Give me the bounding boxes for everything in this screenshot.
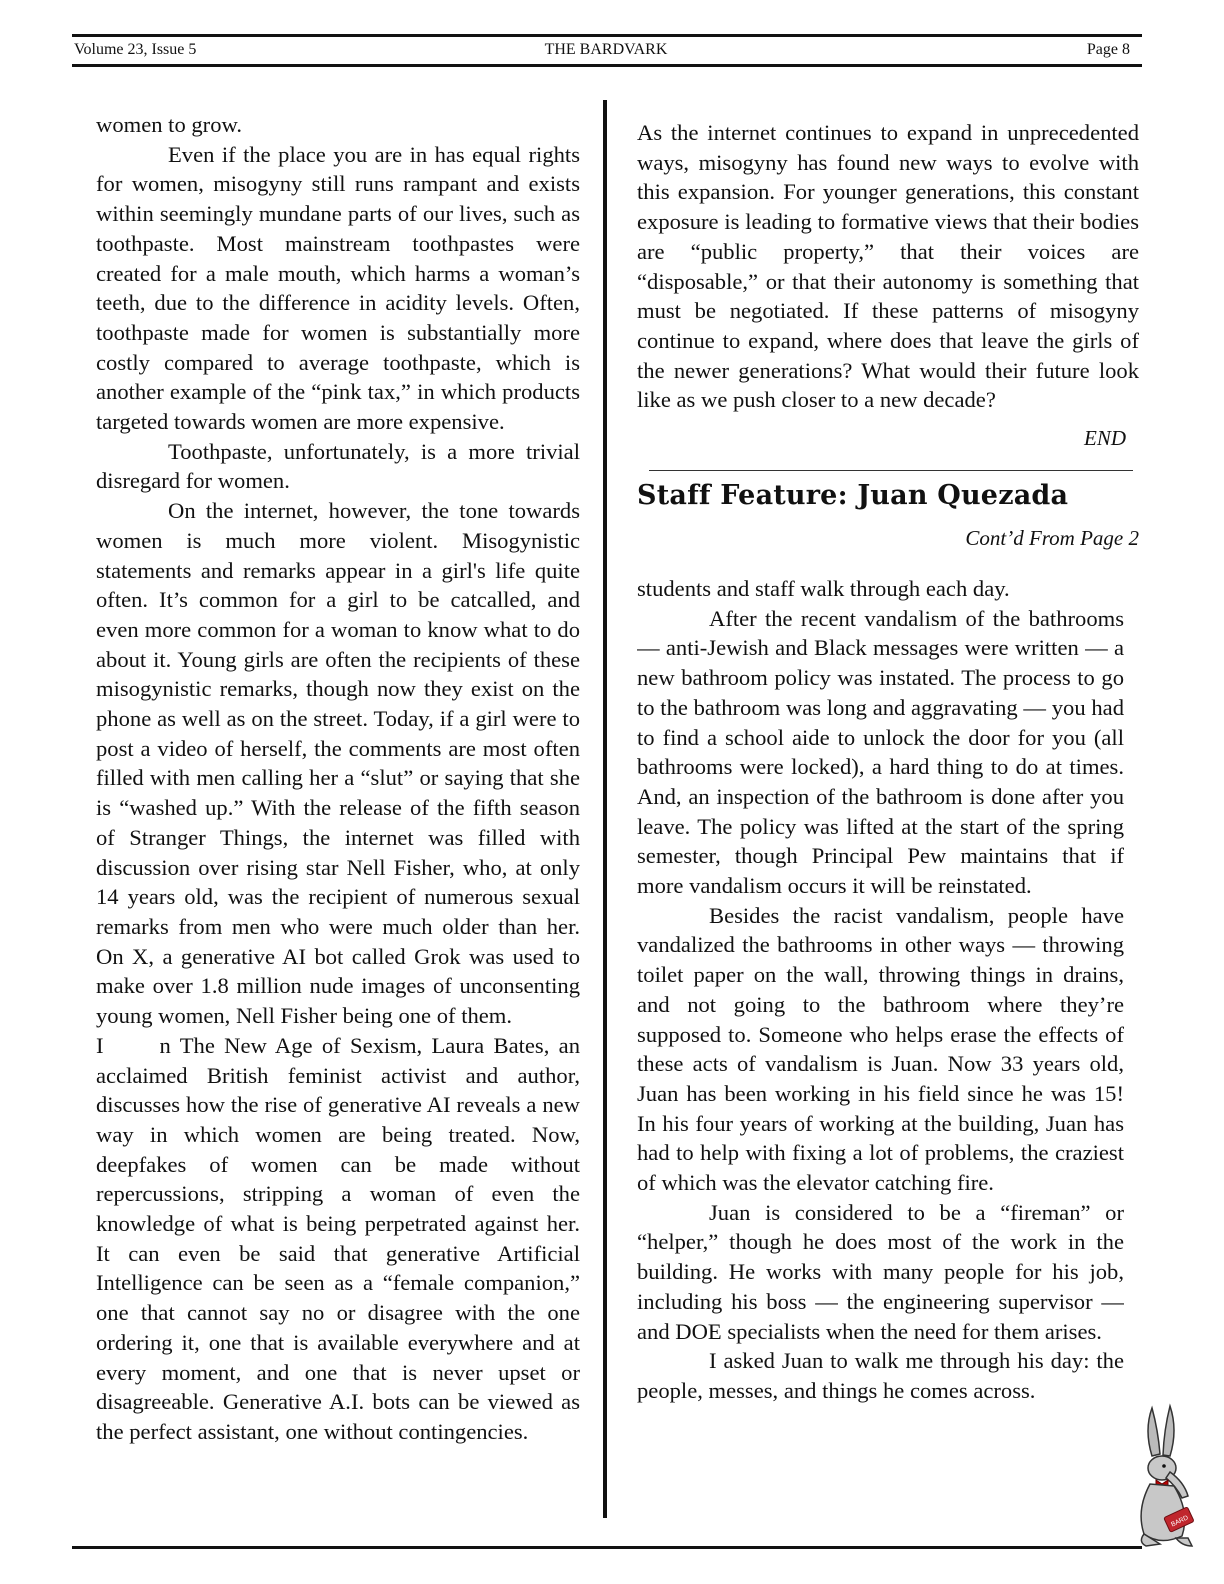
right-column-article-end [637,118,1139,415]
article-paragraph: As the internet continues to expand in unprecedented ways, misogyny has found new ways to evolve with this expansion. For younger generations, this constant exposure is leading to formative views that their bodies are “public property,” that their voices are “disposable,” or that their autonomy is something that must be negotiated. If these patterns of misogyny continue to expand, where does that leave the girls of the newer generations? What would their future look like as we push closer to a new decade? [637,120,1139,413]
article-paragraph-text: n The New Age of Sexism, Laura Bates, an acclaimed British feminist activist and author, discusses how the rise of generative AI reveals a new way in which women are being treated. Now, deepfakes of women can be made without repercussions, stripping a woman of even the knowledge of what is being perpetrated against her. It can even be said that generative Artificial Intelligence can be seen as a “female companion,” one that cannot say no or disagree with the one ordering it, one that is available everywhere and at every moment, and one that is never upset or disagreeable. Generative A.I. bots can be viewed as the perfect assistant, one without contingencies. [96,1032,580,1444]
article-paragraph: Even if the place you are in has equal rights for women, misogyny still runs rampant and exists within seemingly mundane parts of our lives, such as toothpaste. Most mainstream toothpastes were created for a male mouth, which harms a woman’s teeth, due to the difference in acidity levels. Often, toothpaste made for women is substantially more costly compared to average toothpaste, which is another example of the “pink tax,” in which products targeted towards women are more expensive. [96,141,580,435]
feature-article [637,574,1124,1490]
article-paragraph: Besides the racist vandalism, people have vandalized the bathrooms in other ways — throwing toilet paper on the wall, throwing things in drains, and not going to the bathroom where they’re supposed to. Someone who helps erase the effects of these acts of vandalism is Juan. Now 33 years old, Juan has been working in his field since he was 15! In his four years of working at the building, Juan has had to help with fixing a lot of problems, the craziest of which was the elevator catching fire. [637,902,1124,1196]
article-paragraph: Juan is considered to be a “fireman” or “helper,” though he does most of the work in the building. He works with many people for his job, including his boss — the engineering supervisor — and DOE specialists when the need for them arises. [637,1199,1124,1344]
left-column-article [96,110,580,1447]
drop-initial: I [96,1032,104,1058]
article-paragraph: students and staff walk through each day. [637,576,1010,601]
end-mark: END [1084,426,1126,450]
article-paragraph: I asked Juan to walk me through his day: the people, messes, and things he comes across. [637,1348,1124,1403]
header-rule-top [72,34,1142,37]
article-paragraph: On the internet, however, the tone towards women is much more violent. Misogynistic statements and remarks appear in a girl's life quite often. It’s common for a girl to be catcalled, and even more common for a woman to know what to do about it. Young girls are often the recipients of these misogynistic remarks, though now they exist on the phone as well as on the street. Today, if a girl were to post a video of herself, the comments are most often filled with men calling her a “slut” or saying that she is “washed up.” With the release of the fifth season of Stranger Things, the internet was filled with discussion over rising star Nell Fisher, who, at only 14 years old, was the recipient of numerous sexual remarks from men who were much older than her. On X, a generative AI bot called Grok was used to make over 1.8 million nude images of unconsenting young women, Nell Fisher being one of them. [96,498,580,1029]
feature-headline: Staff Feature: Juan Quezada [637,480,1069,511]
article-paragraph: women to grow. [96,112,242,137]
page-number: Page 8 [1086,41,1130,58]
newspaper-title: THE BARDVARK [544,41,668,58]
article-paragraph: After the recent vandalism of the bathrooms — anti-Jewish and Black messages were written — a new bathroom policy was instated. The process to go to the bathroom was long and aggravating — you had to find a school aide to unlock the door for you (all bathrooms were locked), a hard thing to do at times. And, an inspection of the bathroom is done after you leave. The policy was lifted at the start of the spring semester, though Principal Pew maintains that if more vandalism occurs it will be reinstated. [637,605,1124,899]
issue-volume: Volume 23, Issue 5 [74,41,197,58]
aardvark-mascot-icon [1130,1400,1210,1550]
mascot-book-label: BARD [1170,1514,1190,1529]
article-paragraph [96,1031,580,1447]
column-divider [603,100,607,1518]
article-paragraph: Toothpaste, unfortunately, is a more trivial disregard for women. [96,438,580,494]
continued-from-note: Cont’d From Page 2 [965,526,1139,550]
section-divider [649,470,1133,471]
header-rule-bottom [72,64,1142,67]
footer-rule [72,1546,1142,1549]
